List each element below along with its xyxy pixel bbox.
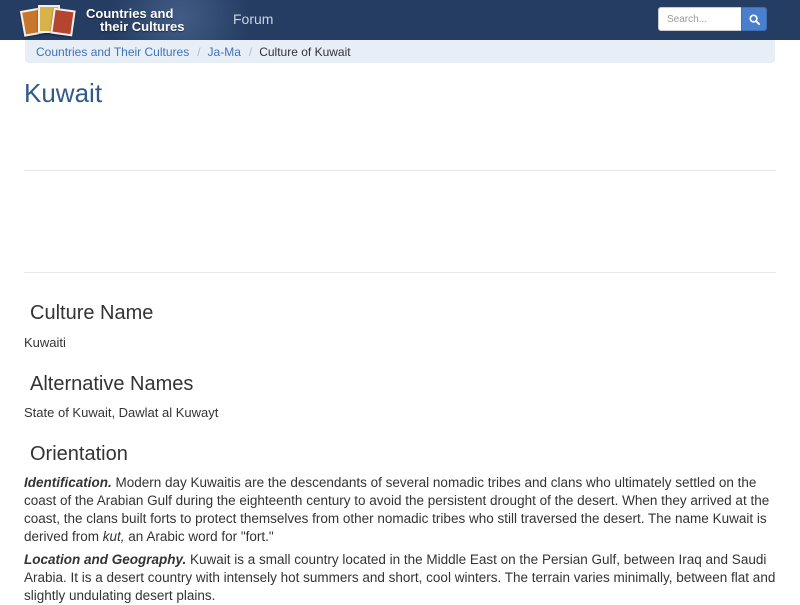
site-name xyxy=(86,7,185,33)
breadcrumb-link-countries[interactable]: Countries and Their Cultures xyxy=(36,44,190,59)
site-logo-link[interactable] xyxy=(22,3,212,37)
location-label: Location and Geography. xyxy=(24,552,187,567)
breadcrumb xyxy=(25,40,775,63)
nav-forum-link[interactable]: Forum xyxy=(233,11,274,27)
identification-paragraph xyxy=(24,474,776,546)
breadcrumb-link-ja-ma[interactable]: Ja-Ma xyxy=(207,44,241,59)
breadcrumb-current: Culture of Kuwait xyxy=(259,44,351,59)
divider xyxy=(24,272,776,273)
culture-name-heading: Culture Name xyxy=(30,302,154,324)
identification-label: Identification. xyxy=(24,475,112,490)
breadcrumb-separator: / xyxy=(248,44,253,59)
identification-text-after: an Arabic word for "fort." xyxy=(124,529,274,544)
location-text: Kuwait is a small country located in the Middle East on the Persian Gulf, between Iraq and Saudi Arabia. It is a desert country with intensely hot summers and short, cool winters. The terrain varies minimally, between flat and slightly undulating desert plains. xyxy=(24,552,776,603)
search-button[interactable] xyxy=(741,7,767,31)
alternative-names-heading: Alternative Names xyxy=(30,373,194,395)
site-name-line1: Countries and xyxy=(86,6,174,21)
identification-text-before: Modern day Kuwaitis are the descendants of several nomadic tribes and clans who ultimately settled on the coast of the Arabian Gulf during the eighteenth century to avoid the persistent drought of the desert. When they arrived at the coast, the clans built forts to protect themselves from other nomadic tribes who still traversed the desert. The name Kuwait is derived from xyxy=(24,475,770,544)
alternative-names-text: State of Kuwait, Dawlat al Kuwayt xyxy=(24,405,219,420)
top-navbar xyxy=(0,0,800,40)
identification-italic-word: kut, xyxy=(102,529,125,544)
culture-name-text: Kuwaiti xyxy=(24,335,66,350)
breadcrumb-separator: / xyxy=(197,44,201,59)
page-title: Kuwait xyxy=(24,78,103,108)
location-paragraph xyxy=(24,551,776,605)
search-input[interactable] xyxy=(658,7,742,31)
search-icon xyxy=(749,14,760,25)
site-name-line2: their Cultures xyxy=(100,19,185,34)
countries-logo-icon xyxy=(22,3,84,37)
divider xyxy=(24,170,776,171)
orientation-heading: Orientation xyxy=(30,443,128,465)
